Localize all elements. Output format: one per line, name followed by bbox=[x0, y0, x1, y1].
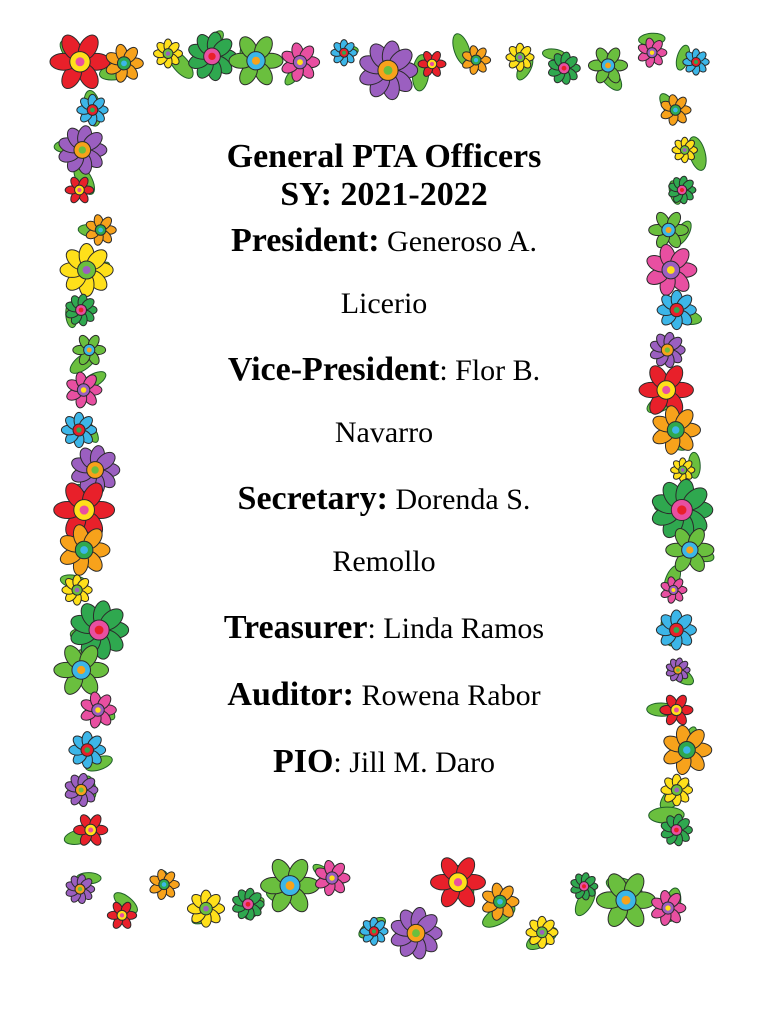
flower-icon bbox=[64, 773, 98, 808]
officer-role: Vice-President bbox=[227, 351, 440, 388]
officer-role: PIO bbox=[272, 743, 334, 780]
officer-name: Dorenda S. bbox=[395, 483, 531, 516]
flower-icon bbox=[331, 40, 357, 66]
officer-secretary bbox=[150, 466, 618, 533]
flower-icon bbox=[60, 243, 113, 296]
officer-role: Auditor: bbox=[227, 676, 354, 713]
flower-icon bbox=[61, 412, 96, 447]
flower-icon bbox=[77, 94, 108, 125]
flower-icon bbox=[665, 657, 690, 682]
flower-icon bbox=[57, 125, 107, 176]
role-colon: : bbox=[333, 746, 342, 779]
officer-treasurer bbox=[150, 595, 618, 662]
officer-name: Remollo bbox=[332, 545, 436, 578]
officer-pio bbox=[150, 729, 618, 796]
flower-icon bbox=[50, 32, 110, 92]
document-title: General PTA Officers bbox=[226, 138, 542, 175]
officers-list bbox=[150, 138, 618, 796]
flower-icon bbox=[261, 856, 320, 915]
flower-icon bbox=[280, 42, 320, 83]
flower-icon bbox=[389, 906, 442, 960]
officer-name-continued bbox=[150, 529, 618, 595]
flower-icon bbox=[668, 176, 696, 205]
flower-icon bbox=[154, 39, 183, 68]
officer-auditor bbox=[150, 662, 618, 729]
flower-icon bbox=[231, 888, 264, 921]
flower-icon bbox=[148, 869, 179, 901]
flower-icon bbox=[683, 49, 709, 75]
officer-role: President: bbox=[230, 222, 380, 259]
officer-name-continued bbox=[150, 400, 618, 466]
flower-icon bbox=[657, 290, 696, 329]
flower-icon bbox=[644, 243, 697, 297]
flower-icon bbox=[69, 732, 106, 769]
flower-icon bbox=[661, 774, 693, 806]
officer-president bbox=[150, 208, 618, 275]
flower-icon bbox=[65, 371, 102, 409]
officer-vice-president bbox=[150, 337, 618, 404]
officer-name: Jill M. Daro bbox=[349, 746, 496, 779]
school-year: SY: 2021-2022 bbox=[280, 176, 488, 213]
flower-icon bbox=[660, 693, 693, 726]
flower-icon bbox=[649, 332, 685, 369]
flower-icon bbox=[656, 610, 696, 650]
flower-icon bbox=[187, 31, 237, 82]
officer-role: Treasurer bbox=[223, 609, 368, 646]
officer-name: Generoso A. bbox=[387, 225, 538, 258]
officer-name: Licerio bbox=[340, 287, 428, 320]
flower-icon bbox=[431, 855, 486, 910]
flower-icon bbox=[229, 34, 283, 88]
flower-icon bbox=[660, 576, 687, 604]
flower-icon bbox=[357, 40, 417, 101]
officer-name: Flor B. bbox=[455, 354, 541, 387]
flower-icon bbox=[65, 874, 95, 904]
officer-name: Linda Ramos bbox=[383, 612, 545, 645]
role-colon: : bbox=[439, 354, 448, 387]
flower-icon bbox=[506, 43, 534, 71]
flower-icon bbox=[526, 916, 558, 948]
officer-name: Navarro bbox=[334, 416, 434, 449]
flower-icon bbox=[661, 724, 711, 776]
flower-icon bbox=[671, 458, 695, 482]
officer-name-continued bbox=[150, 271, 618, 337]
role-colon: : bbox=[367, 612, 376, 645]
flower-icon bbox=[79, 691, 116, 729]
flower-icon bbox=[360, 917, 388, 945]
flower-icon bbox=[672, 137, 697, 162]
flower-icon bbox=[187, 890, 224, 927]
officer-name: Rowena Rabor bbox=[361, 679, 541, 712]
flower-icon bbox=[650, 890, 686, 927]
flower-icon bbox=[570, 872, 598, 901]
flower-icon bbox=[649, 210, 689, 250]
officer-role: Secretary: bbox=[237, 480, 388, 517]
flower-icon bbox=[62, 575, 92, 605]
